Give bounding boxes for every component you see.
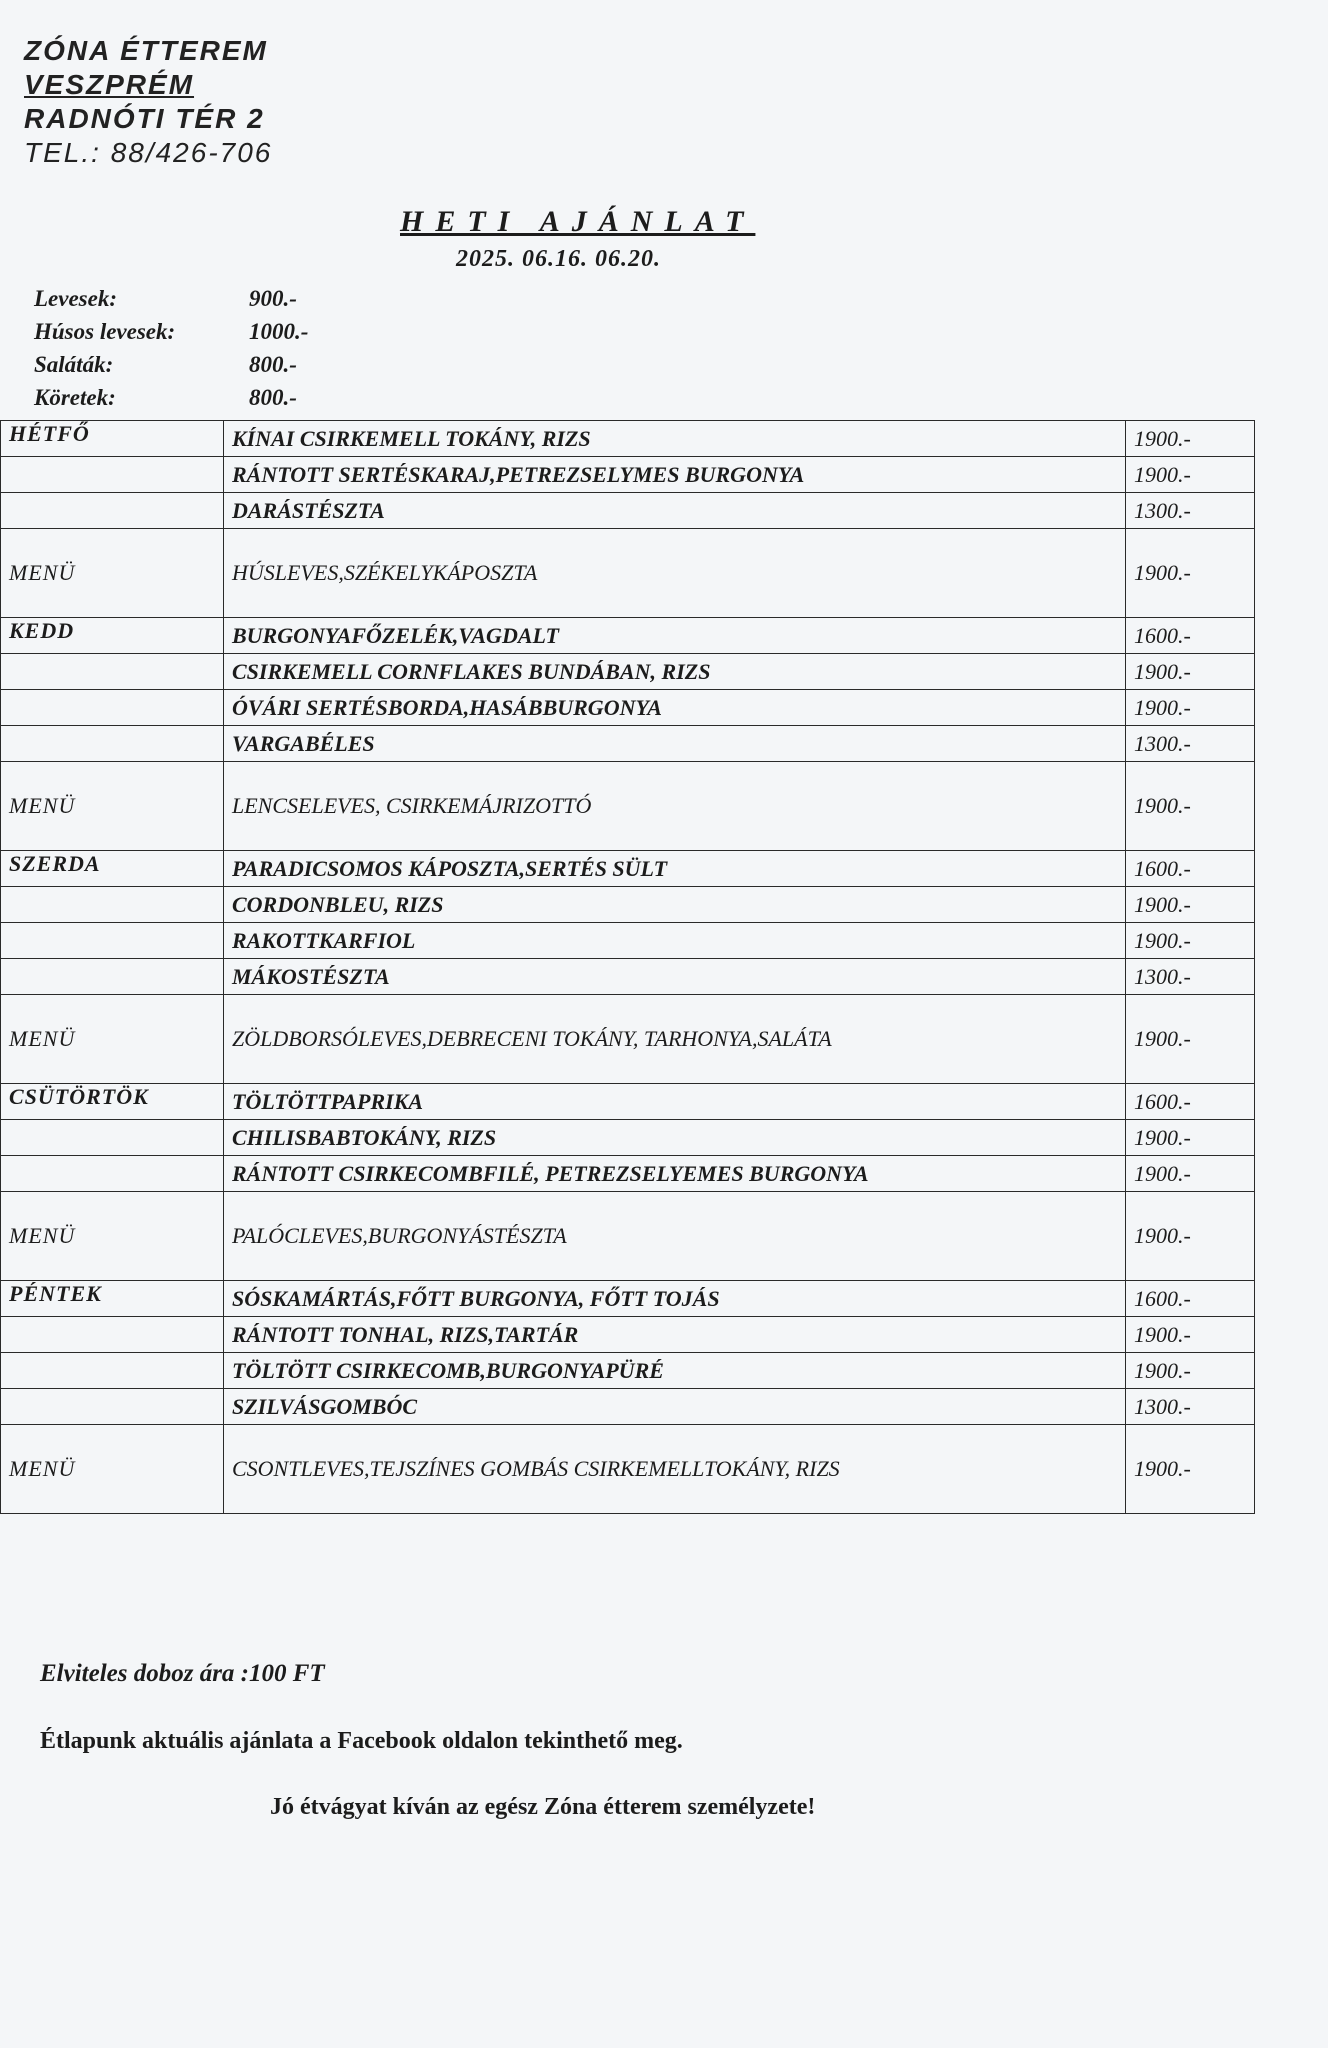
table-row — [1, 618, 1255, 654]
restaurant-address: RADNÓTI TÉR 2 — [24, 103, 265, 134]
base-price-value: 900.- — [249, 286, 297, 311]
dish-name: CHILISBABTOKÁNY, RIZS — [224, 1120, 1126, 1156]
base-price-value: 800.- — [249, 385, 297, 410]
dish-name: KÍNAI CSIRKEMELL TOKÁNY, RIZS — [224, 421, 1126, 457]
restaurant-phone: TEL.: 88/426-706 — [24, 137, 273, 168]
base-price-row — [34, 348, 308, 381]
table-row — [1, 654, 1255, 690]
dish-name: SÓSKAMÁRTÁS,FŐTT BURGONYA, FŐTT TOJÁS — [224, 1281, 1126, 1317]
menu-label: MENÜ — [1, 529, 224, 618]
dish-price: 1900.- — [1126, 923, 1255, 959]
dish-price: 1900.- — [1126, 654, 1255, 690]
dish-price: 1600.- — [1126, 1281, 1255, 1317]
dish-name: ÓVÁRI SERTÉSBORDA,HASÁBBURGONYA — [224, 690, 1126, 726]
dish-name: RÁNTOTT SERTÉSKARAJ,PETREZSELYMES BURGONYA — [224, 457, 1126, 493]
day-label: CSÜTÖRTÖK — [1, 1084, 224, 1120]
base-price-row — [34, 315, 308, 348]
menu-price: 1900.- — [1126, 1425, 1255, 1514]
table-row — [1, 1389, 1255, 1425]
menu-row — [1, 995, 1255, 1084]
menu-row — [1, 529, 1255, 618]
menu-dish-name: PALÓCLEVES,BURGONYÁSTÉSZTA — [224, 1192, 1126, 1281]
takeaway-box-price: Elviteles doboz ára :100 FT — [40, 1660, 325, 1687]
dish-price: 1900.- — [1126, 690, 1255, 726]
day-label: KEDD — [1, 618, 224, 654]
empty-cell — [1, 726, 224, 762]
dish-name: SZILVÁSGOMBÓC — [224, 1389, 1126, 1425]
dish-name: CSIRKEMELL CORNFLAKES BUNDÁBAN, RIZS — [224, 654, 1126, 690]
menu-label: MENÜ — [1, 995, 224, 1084]
menu-row — [1, 1425, 1255, 1514]
menu-dish-name: LENCSELEVES, CSIRKEMÁJRIZOTTÓ — [224, 762, 1126, 851]
dish-price: 1900.- — [1126, 457, 1255, 493]
empty-cell — [1, 887, 224, 923]
base-price-label: Köretek: — [34, 385, 116, 410]
page-title: HETI AJÁNLAT — [400, 205, 756, 238]
table-row — [1, 690, 1255, 726]
menu-dish-name: HÚSLEVES,SZÉKELYKÁPOSZTA — [224, 529, 1126, 618]
dish-price: 1900.- — [1126, 421, 1255, 457]
menu-dish-name: CSONTLEVES,TEJSZÍNES GOMBÁS CSIRKEMELLTOKÁNY, RIZS — [224, 1425, 1126, 1514]
base-price-list — [34, 282, 308, 414]
table-row — [1, 493, 1255, 529]
restaurant-city: VESZPRÉM — [24, 69, 195, 100]
table-row — [1, 726, 1255, 762]
menu-row — [1, 762, 1255, 851]
base-price-value: 1000.- — [249, 319, 309, 344]
empty-cell — [1, 1156, 224, 1192]
menu-label: MENÜ — [1, 1192, 224, 1281]
dish-price: 1900.- — [1126, 1120, 1255, 1156]
empty-cell — [1, 457, 224, 493]
menu-price: 1900.- — [1126, 529, 1255, 618]
table-row — [1, 1281, 1255, 1317]
dish-price: 1300.- — [1126, 726, 1255, 762]
empty-cell — [1, 1120, 224, 1156]
table-row — [1, 1084, 1255, 1120]
table-row — [1, 1317, 1255, 1353]
table-row — [1, 457, 1255, 493]
table-row — [1, 1156, 1255, 1192]
table-row — [1, 887, 1255, 923]
day-label: PÉNTEK — [1, 1281, 224, 1317]
dish-price: 1300.- — [1126, 1389, 1255, 1425]
empty-cell — [1, 1353, 224, 1389]
dish-price: 1900.- — [1126, 1317, 1255, 1353]
dish-price: 1600.- — [1126, 618, 1255, 654]
facebook-note: Étlapunk aktuális ajánlata a Facebook oldalon tekinthető meg. — [40, 1728, 683, 1754]
dish-price: 1900.- — [1126, 887, 1255, 923]
base-price-label: Saláták: — [34, 352, 114, 377]
table-row — [1, 923, 1255, 959]
day-label: SZERDA — [1, 851, 224, 887]
table-row — [1, 851, 1255, 887]
dish-name: BURGONYAFŐZELÉK,VAGDALT — [224, 618, 1126, 654]
dish-name: TÖLTÖTT CSIRKECOMB,BURGONYAPÜRÉ — [224, 1353, 1126, 1389]
base-price-label: Húsos levesek: — [34, 319, 176, 344]
dish-name: RÁNTOTT CSIRKECOMBFILÉ, PETREZSELYEMES BURGONYA — [224, 1156, 1126, 1192]
empty-cell — [1, 493, 224, 529]
empty-cell — [1, 1389, 224, 1425]
dish-price: 1900.- — [1126, 1156, 1255, 1192]
dish-price: 1600.- — [1126, 851, 1255, 887]
dish-name: RAKOTTKARFIOL — [224, 923, 1126, 959]
table-row — [1, 1120, 1255, 1156]
menu-row — [1, 1192, 1255, 1281]
dish-name: RÁNTOTT TONHAL, RIZS,TARTÁR — [224, 1317, 1126, 1353]
dish-name: TÖLTÖTTPAPRIKA — [224, 1084, 1126, 1120]
base-price-row — [34, 381, 308, 414]
empty-cell — [1, 959, 224, 995]
dish-name: VARGABÉLES — [224, 726, 1126, 762]
empty-cell — [1, 1317, 224, 1353]
base-price-label: Levesek: — [34, 286, 117, 311]
table-row — [1, 421, 1255, 457]
empty-cell — [1, 654, 224, 690]
dish-name: PARADICSOMOS KÁPOSZTA,SERTÉS SÜLT — [224, 851, 1126, 887]
table-row — [1, 1353, 1255, 1389]
menu-label: MENÜ — [1, 1425, 224, 1514]
empty-cell — [1, 923, 224, 959]
dish-name: DARÁSTÉSZTA — [224, 493, 1126, 529]
restaurant-name: ZÓNA ÉTTEREM — [24, 35, 268, 66]
dish-name: MÁKOSTÉSZTA — [224, 959, 1126, 995]
dish-name: CORDONBLEU, RIZS — [224, 887, 1126, 923]
menu-price: 1900.- — [1126, 995, 1255, 1084]
menu-dish-name: ZÖLDBORSÓLEVES,DEBRECENI TOKÁNY, TARHONYA,SALÁTA — [224, 995, 1126, 1084]
table-row — [1, 959, 1255, 995]
dish-price: 1300.- — [1126, 493, 1255, 529]
dish-price: 1600.- — [1126, 1084, 1255, 1120]
week-dates: 2025. 06.16. 06.20. — [456, 246, 661, 272]
greeting: Jó étvágyat kíván az egész Zóna étterem személyzete! — [270, 1794, 816, 1820]
menu-price: 1900.- — [1126, 1192, 1255, 1281]
dish-price: 1300.- — [1126, 959, 1255, 995]
menu-label: MENÜ — [1, 762, 224, 851]
dish-price: 1900.- — [1126, 1353, 1255, 1389]
empty-cell — [1, 690, 224, 726]
restaurant-header — [24, 34, 272, 170]
weekly-menu-table — [0, 420, 1255, 1514]
base-price-value: 800.- — [249, 352, 297, 377]
day-label: HÉTFŐ — [1, 421, 224, 457]
base-price-row — [34, 282, 308, 315]
menu-price: 1900.- — [1126, 762, 1255, 851]
